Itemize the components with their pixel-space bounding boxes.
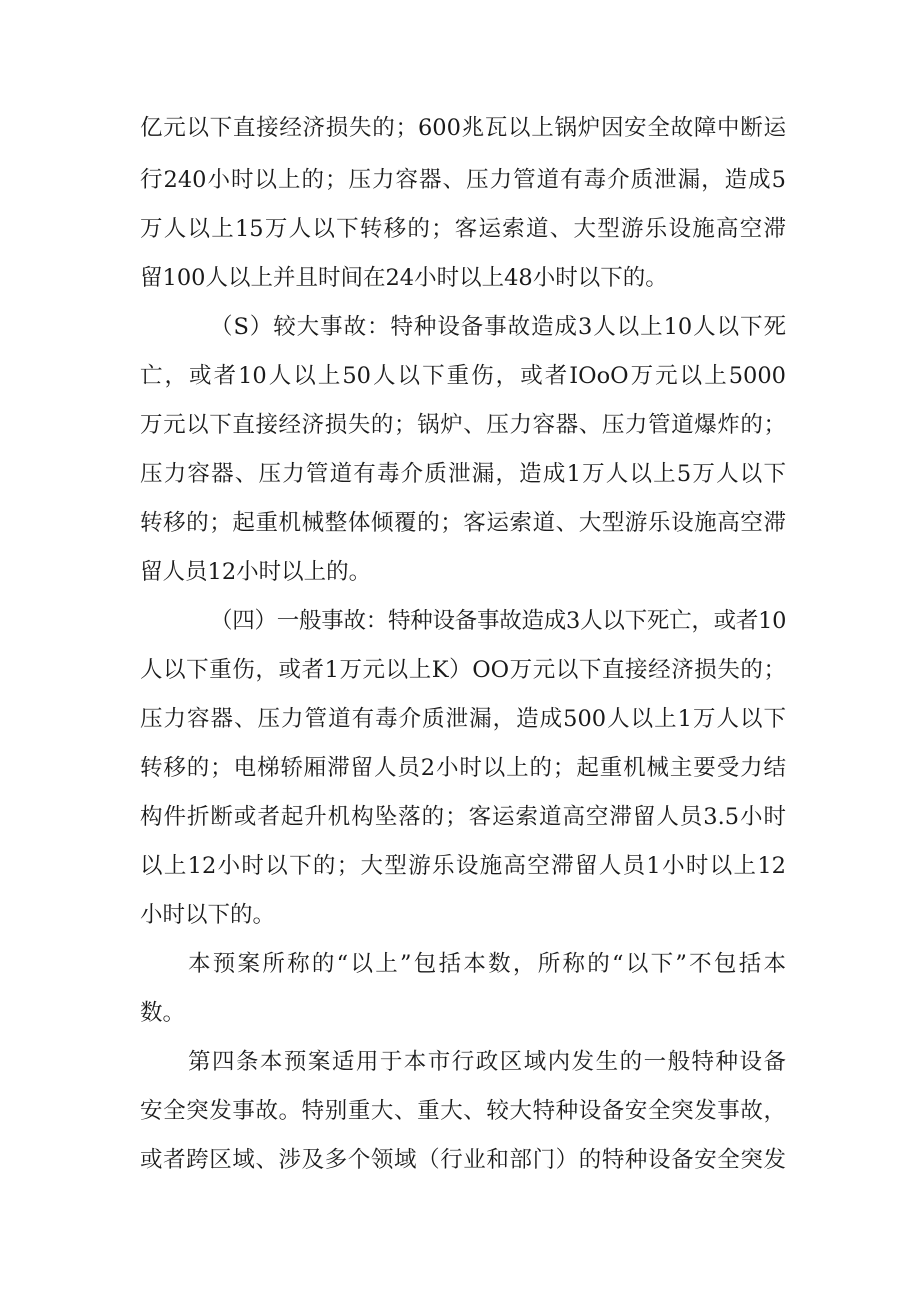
- text-line: 转移的；起重机械整体倾覆的；客运索道、大型游乐设施高空滞: [140, 510, 786, 536]
- text-line: 留100人以上并且时间在24小时以上48小时以下的。: [140, 265, 668, 291]
- text-line: 留人员12小时以上的。: [140, 559, 372, 585]
- text-line: 行240小时以上的；压力容器、压力管道有毒介质泄漏，造成5: [140, 167, 786, 193]
- text-line: 压力容器、压力管道有毒介质泄漏，造成1万人以上5万人以下: [140, 461, 786, 487]
- text-line: 亿元以下直接经济损失的；600兆瓦以上锅炉因安全故障中断运: [140, 115, 786, 141]
- text-line: 万人以上15万人以下转移的；客运索道、大型游乐设施高空滞: [140, 216, 786, 242]
- text-line: 小时以下的。: [140, 902, 276, 928]
- text-line: 数。: [140, 1000, 186, 1026]
- text-line: 安全突发事故。特别重大、重大、较大特种设备安全突发事故，: [140, 1098, 786, 1124]
- text-line: 以上12小时以下的；大型游乐设施高空滞留人员1小时以上12: [140, 853, 786, 879]
- text-line: 或者跨区域、涉及多个领域（行业和部门）的特种设备安全突发: [140, 1147, 786, 1173]
- text-line: 第四条本预案适用于本市行政区域内发生的一般特种设备: [188, 1049, 786, 1075]
- text-line: 压力容器、压力管道有毒介质泄漏，造成500人以上1万人以下: [140, 706, 786, 732]
- text-line: （四）一般事故：特种设备事故造成3人以下死亡，或者10: [210, 608, 787, 634]
- text-line: 构件折断或者起升机构坠落的；客运索道高空滞留人员3.5小时: [140, 804, 786, 830]
- text-line: 本预案所称的“以上”包括本数，所称的“以下”不包括本: [188, 951, 786, 977]
- text-line: 万元以下直接经济损失的；锅炉、压力容器、压力管道爆炸的；: [140, 412, 786, 438]
- text-line: 转移的；电梯轿厢滞留人员2小时以上的；起重机械主要受力结: [140, 755, 786, 781]
- text-line: （S）较大事故：特种设备事故造成3人以上10人以下死: [210, 314, 786, 340]
- text-line: 亡，或者10人以上50人以下重伤，或者IOoO万元以上5000: [140, 363, 786, 389]
- text-line: 人以下重伤，或者1万元以上K）OO万元以下直接经济损失的；: [140, 657, 786, 683]
